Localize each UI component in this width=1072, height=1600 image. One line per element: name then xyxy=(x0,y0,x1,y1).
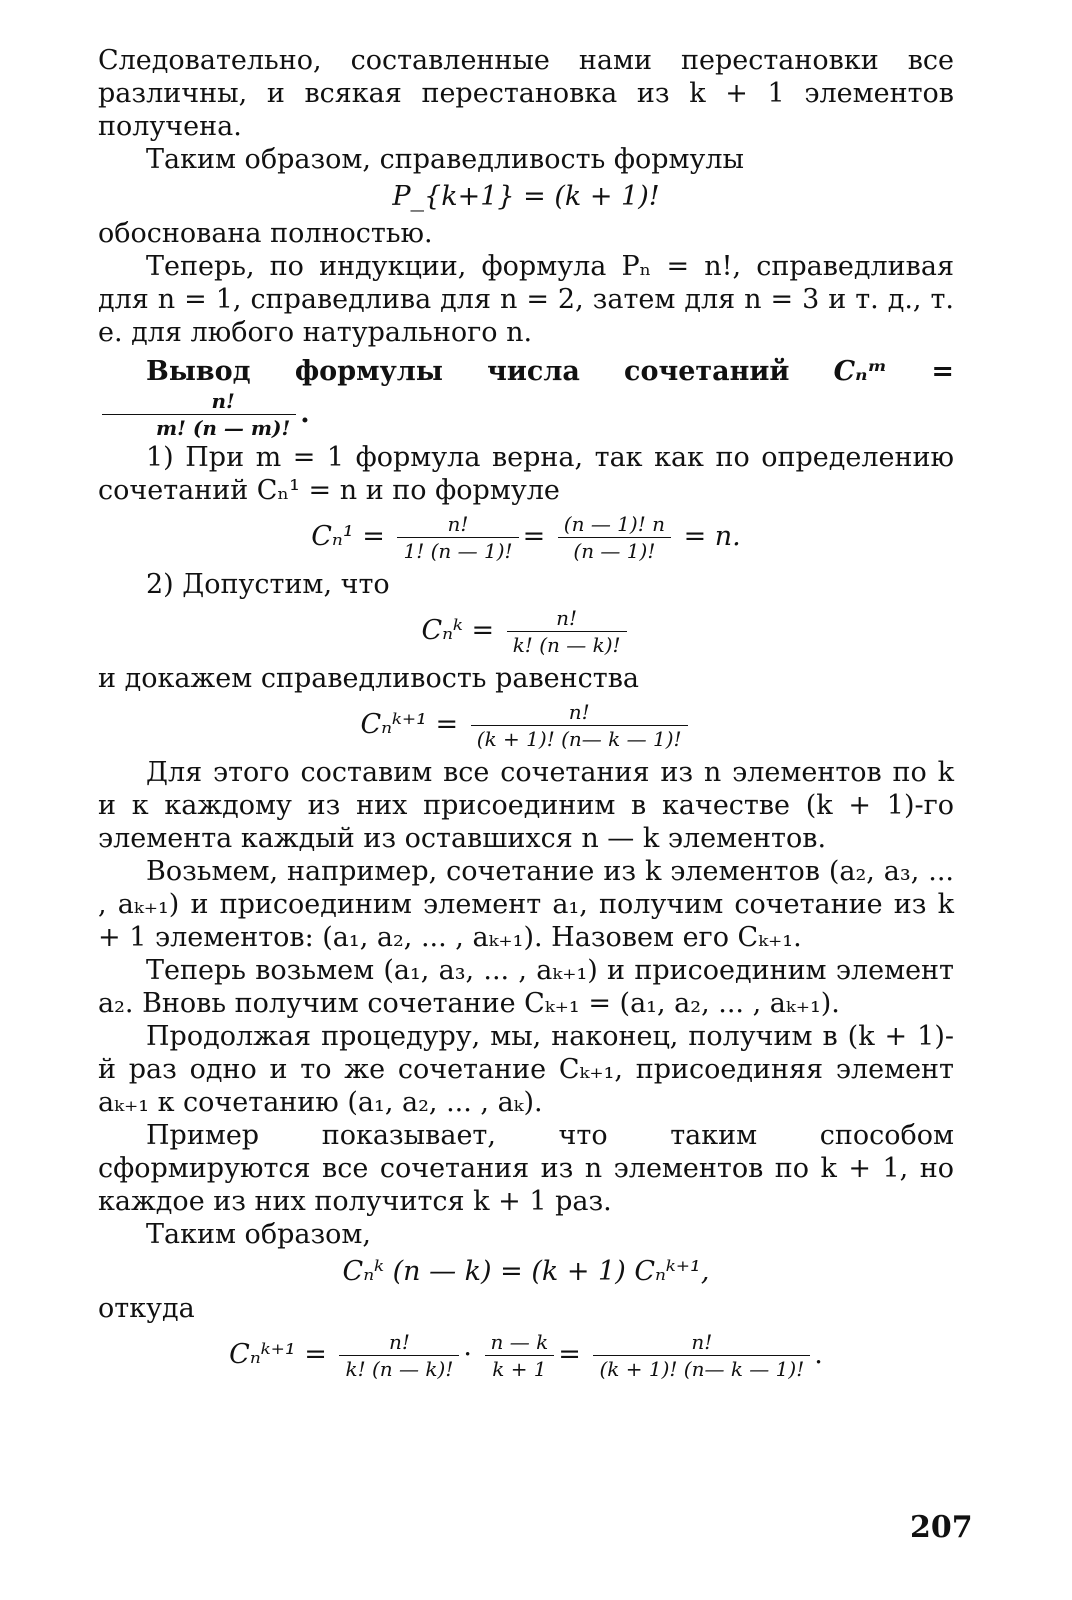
formula-final-den-3: (k + 1)! (n— k — 1)! xyxy=(599,1357,805,1381)
formula-c1: Cₙ¹ = $\frac{n!}{1! (n — 1)!}$ = $\frac{(n — 1)! n}{(n — 1)!}$ = n. xyxy=(311,512,741,563)
formula-permutations xyxy=(98,180,954,213)
paragraph-6: 2) Допустим, что xyxy=(146,569,390,600)
formula-final-num-2: n — k xyxy=(485,1329,555,1356)
formula-ck-fraction xyxy=(507,605,627,658)
paragraph-13: Таким образом, xyxy=(146,1219,372,1250)
heading-fraction-denominator: m! (n — m)! xyxy=(156,416,291,440)
formula-final-den-1: k! (n — k)! xyxy=(345,1357,454,1381)
formula-permutations-text: P_{k+1} = (k + 1)! xyxy=(392,181,660,212)
paragraph-7: и докажем справедливость равенства xyxy=(98,663,639,694)
paragraph-3: обоснована полностью. xyxy=(98,218,433,249)
formula-final-fraction-1 xyxy=(339,1329,459,1382)
formula-ck-num: n! xyxy=(507,605,627,632)
formula-c1-fraction-1 xyxy=(397,511,518,564)
formula-recurrence-text: Cₙᵏ (n — k) = (k + 1) Cₙᵏ⁺¹, xyxy=(342,1256,710,1287)
section-heading-text: Вывод формулы числа сочетаний xyxy=(146,356,790,387)
paragraph-1: Следовательно, составленные нами перестановки все различны, и всякая перестановка из k + 1 элементов получена. xyxy=(98,45,954,142)
formula-final-lhs: Cₙᵏ⁺¹ = xyxy=(229,1339,327,1370)
paragraph-4: Теперь, по индукции, формула Pₙ = n!, справедливая для n = 1, справедлива для n = 2, затем для n = 3 и т. д., т. е. для любого натурального n. xyxy=(98,251,954,348)
paragraph-2: Таким образом, справедливость формулы xyxy=(146,144,745,175)
formula-ck xyxy=(98,605,954,658)
heading-fraction-numerator: n! xyxy=(102,388,296,415)
section-heading: Вывод формулы числа сочетаний Cₙᵐ = $\frac{n!}{m! (n — m)!}$ . xyxy=(98,355,954,441)
formula-c1-rhs: = n. xyxy=(683,521,741,552)
formula-c1-den-2: (n — 1)! xyxy=(573,539,656,563)
formula-ck1 xyxy=(98,699,954,752)
paragraph-9: Возьмем, например, сочетание из k элементов (a₂, a₃, ... , aₖ₊₁) и присоединим элемент a₁, получим сочетание из k + 1 элементов: (a₁, a₂, ... , aₖ₊₁). Назовем его Cₖ₊₁. xyxy=(98,856,954,953)
formula-final-fraction-2 xyxy=(485,1329,555,1382)
formula-ck1-lhs: Cₙᵏ⁺¹ = xyxy=(360,709,459,740)
paragraph-5: 1) При m = 1 формула верна, так как по определению сочетаний Cₙ¹ = n и по формуле xyxy=(98,442,954,506)
formula-ck1-fraction xyxy=(471,699,688,752)
formula-c1-den-1: 1! (n — 1)! xyxy=(403,539,513,563)
formula-ck-den: k! (n — k)! xyxy=(512,633,621,657)
formula-c1-lhs: Cₙ¹ = xyxy=(311,521,385,552)
heading-fraction xyxy=(102,388,296,441)
formula-c1-num-1: n! xyxy=(397,511,518,538)
paragraph-14: откуда xyxy=(98,1293,195,1324)
formula-final-num-1: n! xyxy=(339,1329,459,1356)
formula-ck-lhs: Cₙᵏ = xyxy=(421,615,495,646)
paragraph-12: Пример показывает, что таким способом сформируются все сочетания из n элементов по k + 1, но каждое из них получится k + 1 раз. xyxy=(98,1120,954,1217)
formula-ck1-num: n! xyxy=(471,699,688,726)
page-number: 207 xyxy=(910,1510,973,1545)
paragraph-10: Теперь возьмем (a₁, a₃, ... , aₖ₊₁) и присоединим элемент a₂. Вновь получим сочетание Cₖ₊₁ = (a₁, a₂, ... , aₖ₊₁). xyxy=(98,955,954,1019)
formula-final-den-2: k + 1 xyxy=(492,1357,547,1381)
formula-final-num-3: n! xyxy=(593,1329,810,1356)
paragraph-11: Продолжая процедуру, мы, наконец, получим в (k + 1)-й раз одно и то же сочетание Cₖ₊₁, присоединяя элемент aₖ₊₁ к сочетанию (a₁, a₂, ... , aₖ). xyxy=(98,1021,954,1118)
formula-c1-fraction-2 xyxy=(558,511,671,564)
formula-final-fraction-3 xyxy=(593,1329,810,1382)
formula-ck1-den: (k + 1)! (n— k — 1)! xyxy=(476,727,682,751)
formula-c1-num-2: (n — 1)! n xyxy=(558,511,671,538)
heading-formula-lhs: Cₙᵐ = xyxy=(833,356,954,387)
paragraph-8: Для этого составим все сочетания из n элементов по k и к каждому из них присоединим в качестве (k + 1)-го элемента каждый из оставшихся n — k элементов. xyxy=(98,757,954,854)
formula-recurrence xyxy=(98,1255,954,1288)
formula-final: Cₙᵏ⁺¹ = $\frac{n!}{k! (n — k)!}$ · $\frac{n — k}{k + 1}$ = $\frac{n!}{(k + 1)! (n— k — 1)!}$ . xyxy=(229,1330,823,1381)
